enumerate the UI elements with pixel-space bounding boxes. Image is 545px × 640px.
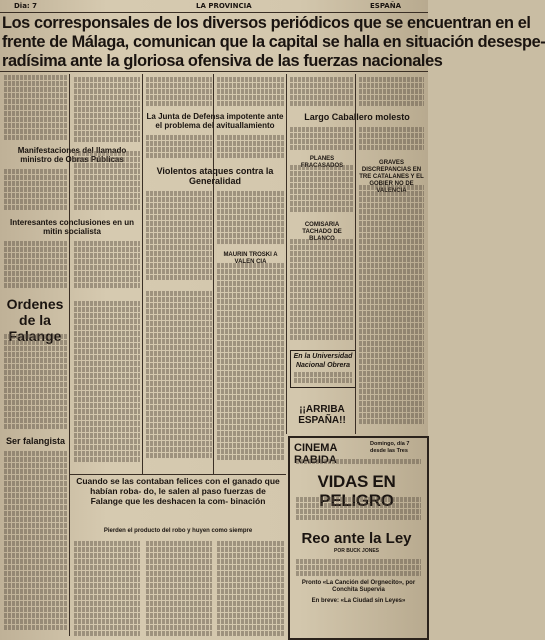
column-divider	[213, 74, 214, 474]
universidad-line-1: En la Universidad	[293, 353, 353, 360]
headline-interesantes: Interesantes conclusiones en un mitin socialista	[9, 218, 135, 236]
headline-ordenes: Ordenes de la Falange	[6, 296, 64, 344]
article-text	[4, 450, 67, 636]
ad-text	[296, 496, 421, 526]
film-title-vidas: VIDAS EN PELIGRO	[317, 472, 396, 510]
headline-ser-falangista: Ser falangista	[5, 436, 66, 446]
article-text	[4, 168, 67, 214]
article-text	[217, 190, 284, 250]
headline-largo: Largo Caballero molesto	[304, 112, 410, 122]
article-text	[74, 150, 140, 214]
article-text	[4, 240, 67, 294]
arriba-espana: ¡¡ARRIBA ESPAÑA!!	[298, 404, 346, 426]
article-text	[359, 184, 424, 434]
article-text	[217, 540, 284, 636]
article-text	[294, 371, 352, 385]
article-text	[146, 76, 212, 110]
article-text	[146, 134, 212, 160]
article-text	[74, 540, 140, 636]
article-text	[146, 290, 212, 470]
film-actor: POR BUCK JONES	[333, 548, 379, 554]
article-text	[359, 126, 424, 152]
universidad-notice	[290, 350, 356, 388]
headline-graves: GRAVES DISCREPANCIAS EN TRE CATALANES Y EL GOBIER NO DE VALENCIA	[359, 160, 424, 194]
cinema-name: CINEMA RABIDA	[294, 442, 337, 466]
headline-line-3: radísima ante la gloriosa ofensiva de las fuerzas nacionales	[2, 51, 443, 70]
article-text	[74, 300, 140, 470]
section-rule	[70, 474, 286, 475]
headline-pierden: Pierden el producto del robo y huyen como siempre	[103, 528, 253, 534]
ad-text	[296, 558, 421, 576]
headline-junta: La Junta de Defensa impotente ante el problema del avituallamiento	[146, 112, 284, 130]
column-divider	[286, 74, 287, 434]
film-title-reo: Reo ante la Ley	[301, 530, 412, 547]
article-text	[290, 76, 354, 110]
ad-en-breve: En breve: «La Ciudad sin Leyes»	[311, 598, 406, 604]
ad-pronto: Pronto «La Canción del Orgnecito», por Conchita Supervia	[301, 580, 416, 593]
headline-maurin: MAURIN TROSKI A VALEN CIA	[223, 252, 278, 265]
article-text	[217, 262, 284, 470]
headline-planes: PLANES FRACASADOS	[300, 156, 344, 169]
headline-comisaria: COMISARIA TACHADO DE BLANCO	[302, 222, 342, 242]
masthead-section: ESPAÑA	[370, 2, 402, 10]
article-text	[146, 540, 212, 636]
article-text	[359, 76, 424, 110]
article-text	[146, 190, 212, 286]
cinema-schedule: Domingo, día 7 desde las Tres	[370, 441, 410, 454]
main-headline	[2, 13, 545, 70]
masthead	[0, 0, 428, 13]
masthead-title: LA PROVINCIA	[196, 2, 252, 10]
article-text	[74, 240, 140, 294]
article-text	[4, 74, 67, 142]
masthead-date: Dia: 7	[14, 2, 38, 10]
article-text	[4, 333, 67, 433]
ad-text	[296, 458, 421, 468]
headline-manifestaciones: Manifestaciones del llamado ministro de Obras Públicas	[17, 146, 127, 164]
headline-cuando: Cuando se las contaban felices con el ganado que habían roba- do, le salen al paso fuerzas de Falange que les deshacen la com- binación	[76, 476, 280, 506]
universidad-line-2: Nacional Obrera	[295, 362, 351, 369]
headline-line-1: Los corresponsales de los diversos periódicos que se encuentran en el	[2, 13, 531, 32]
article-text	[74, 76, 140, 144]
column-divider	[142, 74, 143, 474]
headline-line-2: frente de Málaga, comunican que la capital se halla en situación desespe-	[2, 32, 545, 51]
article-text	[217, 76, 284, 110]
article-text	[290, 164, 354, 218]
cinema-ad	[288, 436, 429, 640]
article-text	[217, 134, 284, 160]
headline-rule	[0, 71, 428, 72]
headline-violentos: Violentos ataques contra la Generalidad	[156, 166, 274, 186]
article-text	[290, 238, 354, 346]
article-text	[290, 126, 354, 152]
